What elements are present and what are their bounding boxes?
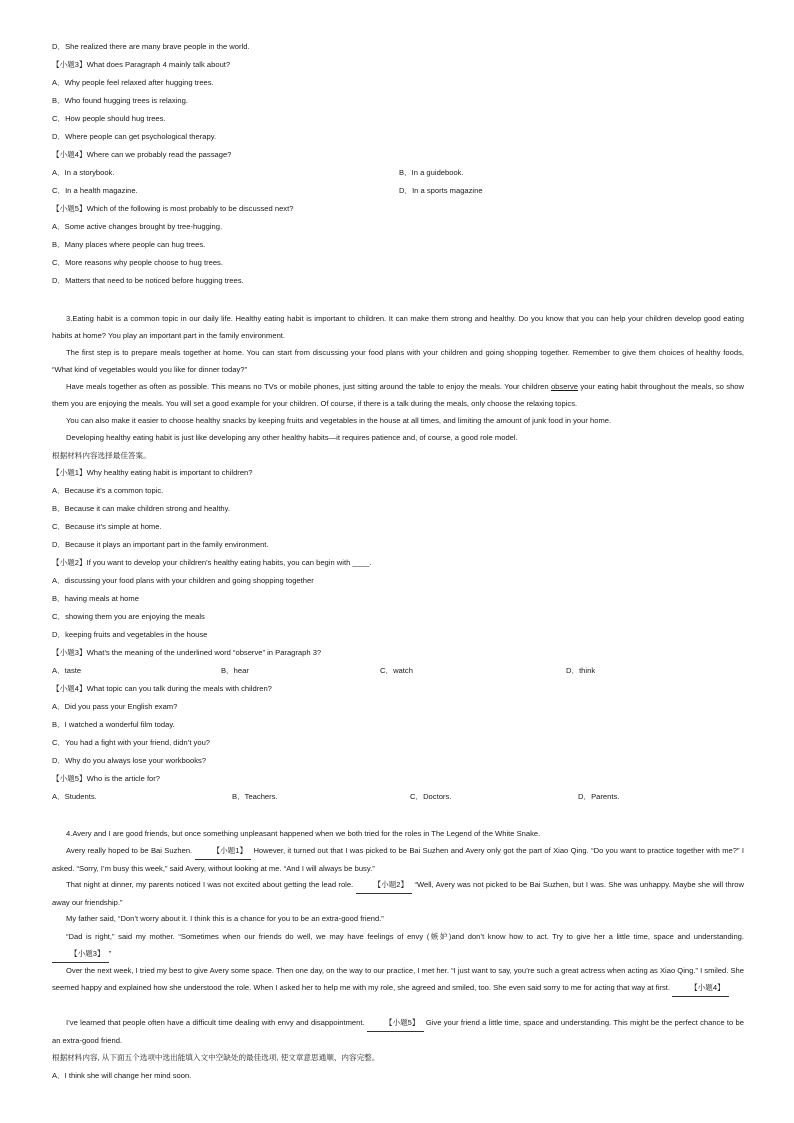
blank-1: 【小题1】 — [195, 842, 252, 860]
option-c: C．More reasons why people choose to hug trees. — [52, 258, 223, 267]
option-a: A．I think she will change her mind soon. — [52, 1071, 192, 1080]
question-3: 【小题3】What does Paragraph 4 mainly talk about? — [52, 60, 231, 69]
option-b: B．Teachers. — [232, 792, 278, 801]
option-a: A．Students. — [52, 792, 97, 801]
question-2: 【小题2】If you want to develop your children’s healthy eating habits, you can begin with ____. — [52, 558, 372, 567]
option-d: D．She realized there are many brave people in the world. — [52, 42, 250, 51]
option-b: B．Because it can make children strong and healthy. — [52, 504, 230, 513]
option-c: C．You had a fight with your friend, didn’t you? — [52, 738, 211, 747]
question-4: 【小题4】Where can we probably read the passage? — [52, 150, 232, 159]
passage-4-paragraph-5: “Dad is right,” said my mother. “Sometimes when our friends do well, we may have feelings of envy (嫉妒)and don’t know how to act. Try to give her a little time, space and understanding. 【小题3】 ” — [52, 928, 744, 963]
blank-3: 【小题3】 — [52, 945, 109, 963]
passage-4-paragraph-6: Over the next week, I tried my best to give Avery some space. Then one day, on the way to our practice, I met her. “I just want to say, you’re such a great actress when acting as Xiao Qing.” I smiled. She seemed happy and explained how she understood the role. When I asked her to help me with my role, she agreed and smiled, too. She even said sorry to me for acting that way at first. 【小题4】 — [52, 962, 744, 997]
question-4: 【小题4】What topic can you talk during the meals with children? — [52, 684, 272, 693]
option-d: D．Matters that need to be noticed before hugging trees. — [52, 276, 244, 285]
blank-2: 【小题2】 — [356, 876, 413, 894]
passage-3-paragraph-5: Developing healthy eating habit is just like developing any other healthy habits—it requires patience and, of course, a good role model. — [66, 433, 518, 442]
option-c: C．Because it’s simple at home. — [52, 522, 162, 531]
blank-4: 【小题4】 — [672, 979, 729, 997]
underlined-word: observe — [550, 382, 578, 391]
passage-4-paragraph-1: 4.Avery and I are good friends, but once something unpleasant happened when we both tried for the roles in The Legend of the White Snake. — [66, 829, 541, 838]
passage-3-paragraph-1: 3.Eating habit is a common topic in our daily life. Healthy eating habit is important to children. It can make them strong and healthy. Do you know that you can help your children develop good eating habits at home? You play an important part in the family environment. — [52, 314, 744, 341]
option-b: B．Many places where people can hug trees. — [52, 240, 206, 249]
option-d: D．keeping fruits and vegetables in the house — [52, 630, 208, 639]
option-a: A．Some active changes brought by tree-hugging. — [52, 222, 223, 231]
option-b: B．In a guidebook. — [399, 168, 464, 177]
question-3: 【小题3】What’s the meaning of the underlined word “observe” in Paragraph 3? — [52, 648, 322, 657]
option-a: A．Because it’s a common topic. — [52, 486, 164, 495]
option-a: A．discussing your food plans with your children and going shopping together — [52, 576, 314, 585]
blank-5: 【小题5】 — [367, 1014, 424, 1032]
passage-4-paragraph-3: That night at dinner, my parents noticed I was not excited about getting the lead role. 【小题2】 “Well, Avery was not picked to be Bai Suzhen, but I was. She was unhappy. Maybe she will throw away our friendship.” — [52, 876, 744, 911]
question-5: 【小题5】Who is the article for? — [52, 774, 161, 783]
option-d: D．Parents. — [578, 792, 620, 801]
passage-3-paragraph-4: You can also make it easier to choose healthy snacks by keeping fruits and vegetables in the house at all times, and limiting the amount of junk food in your home. — [66, 416, 612, 425]
option-d: D．think — [566, 666, 596, 675]
passage-3-paragraph-3: Have meals together as often as possible. This means no TVs or mobile phones, just sitting around the table to enjoy the meals. Your children observe your eating habit throughout the meals, so show them you are enjoying the meals. You will set a good example for your children. Of course, if there is a talk during the meals, only choose the relaxing topics. — [52, 382, 745, 409]
option-d: D．Where people can get psychological therapy. — [52, 132, 217, 141]
question-1: 【小题1】Why healthy eating habit is important to children? — [52, 468, 253, 477]
option-b: B．hear — [221, 666, 249, 675]
instruction: 根据材料内容, 从下面五个选项中选出能填入文中空缺处的最佳选项, 使文章意思通顺、内容完整。 — [52, 1053, 380, 1062]
option-b: B．having meals at home — [52, 594, 139, 603]
option-a: A．Why people feel relaxed after hugging trees. — [52, 78, 214, 87]
option-a: A．In a storybook. — [52, 168, 115, 177]
option-b: B．I watched a wonderful film today. — [52, 720, 175, 729]
option-a: A．taste — [52, 666, 82, 675]
option-c: C．watch — [380, 666, 413, 675]
instruction: 根据材料内容选择最佳答案。 — [52, 451, 151, 460]
passage-4-paragraph-2: Avery really hoped to be Bai Suzhen. 【小题1】 However, it turned out that I was picked to be Bai Suzhen and Avery only got the part of Xiao Qing. “Do you want to practice together with me?” I asked. “Sorry, I’m busy this week,” said Avery, without looking at me. “And I will always be busy.” — [52, 842, 744, 877]
option-c: C．showing them you are enjoying the meals — [52, 612, 205, 621]
option-c: C．In a health magazine. — [52, 186, 138, 195]
passage-4-paragraph-7: I’ve learned that people often have a difficult time dealing with envy and disappointment. 【小题5】 Give your friend a little time, space and understanding. This might be the perfect chance to be an extra-good friend. — [52, 1014, 744, 1049]
option-d: D．Because it plays an important part in the family environment. — [52, 540, 269, 549]
option-d: D．In a sports magazine — [399, 186, 483, 195]
option-b: B．Who found hugging trees is relaxing. — [52, 96, 188, 105]
option-d: D．Why do you always lose your workbooks? — [52, 756, 207, 765]
passage-4-paragraph-4: My father said, “Don’t worry about it. I think this is a chance for you to be an extra-good friend.” — [66, 914, 384, 923]
option-c: C．How people should hug trees. — [52, 114, 166, 123]
option-c: C．Doctors. — [410, 792, 452, 801]
option-a: A．Did you pass your English exam? — [52, 702, 178, 711]
question-5: 【小题5】Which of the following is most probably to be discussed next? — [52, 204, 294, 213]
passage-3-paragraph-2: The first step is to prepare meals together at home. You can start from discussing your food plans with your children and going shopping together. Remember to give them choices of healthy foods, “What kind of vegetables would you like for dinner today?” — [52, 348, 744, 375]
